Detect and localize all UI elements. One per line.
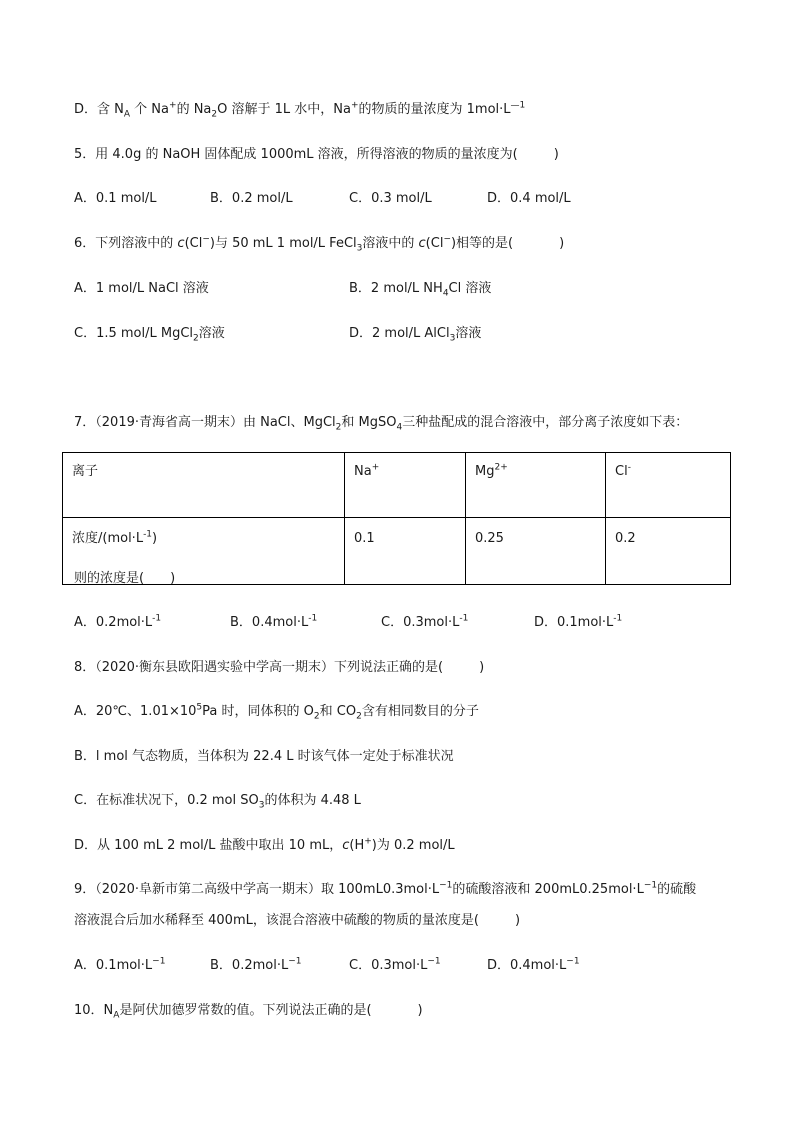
paren-close: ) [514,913,521,928]
q9-stem-line2 [74,912,520,930]
subscript: A [113,1010,120,1021]
text: 的 Na [176,102,212,117]
text: ) [152,531,158,546]
subscript: 2 [335,422,342,433]
superscript: 2+ [494,462,508,473]
superscript: -1 [308,613,318,624]
q8-stem [74,659,484,677]
text: C．1.5 mol/L MgCl [74,326,194,341]
subscript: 4 [442,288,449,299]
q5-option-b[interactable]: B．0.2 mol/L [210,191,293,206]
text: B．0.4mol·L [230,615,309,630]
superscript: -1 [459,613,469,624]
text: Cl 溶液 [448,281,492,296]
table-header-cell [345,453,466,518]
text: )为 0.2 mol/L [371,838,455,853]
subscript: 2 [211,109,218,120]
text: 溶液 [455,326,482,341]
text: C．在标准状况下，0.2 mol SO [74,793,259,808]
text: (Cl [184,236,203,251]
subscript: 3 [356,243,363,254]
text: D．2 mol/L AlCl [349,326,450,341]
q10-stem [74,1002,423,1020]
superscript: -1 [613,613,623,624]
q6-option-a[interactable]: A．1 mol/L NaCl 溶液 [74,281,209,296]
superscript: + [364,836,372,847]
table-header-cell: 离子 [63,453,345,518]
text: c [342,838,350,853]
q8-option-b[interactable]: B．l mol 气态物质，当体积为 22.4 L 时该气体一定处于标准状况 [74,749,454,764]
text: )与 50 mL 1 mol/L FeCl [209,236,357,251]
text: B．2 mol/L NH [349,281,443,296]
q7-option-c[interactable] [381,614,468,632]
text: O 溶解于 1L 水中，Na [217,102,351,117]
q7-option-a[interactable] [74,614,161,632]
text: (H [349,838,365,853]
q9-option-d[interactable] [487,957,580,975]
superscript: − [202,234,210,245]
q8-option-c[interactable] [74,792,361,810]
text: 个 Na [130,102,170,117]
text: D．0.4mol·L [487,958,567,973]
superscript: −1 [566,956,580,967]
q9-stem-line1 [74,881,696,899]
table-header-cell [606,453,731,518]
text: A．20℃、1.01×10 [74,704,197,719]
q6-option-b[interactable] [349,280,491,298]
text: (Cl [425,236,444,251]
text: A．0.1mol·L [74,958,153,973]
subscript: A [123,109,131,120]
text: 的体积为 4.48 L [264,793,361,808]
superscript: + [350,100,359,111]
subscript: 3 [258,800,265,811]
q4-option-d [74,101,525,119]
superscript: −1 [643,880,658,891]
superscript: —1 [510,100,526,111]
q8-option-a[interactable] [74,703,479,721]
text: 的硫酸溶液和 200mL0.25mol·L [452,882,644,897]
text: 6．下列溶液中的 [74,236,178,251]
superscript: −1 [427,956,441,967]
text: 则的浓度是( [74,571,145,586]
subscript: 4 [396,422,403,433]
q7-option-b[interactable] [230,614,317,632]
text: D．含 N [74,102,124,117]
text: 是阿伏加德罗常数的值。下列说法正确的是( [119,1003,372,1018]
q7-ask [74,570,175,588]
superscript: -1 [143,529,153,540]
text: Na [354,464,372,479]
text: 9．（2020·阜新市第二高级中学高一期末）取 100mL0.3mol·L [74,882,440,897]
text: 和 MgSO [341,415,397,430]
text: Cl [615,464,628,479]
q9-option-b[interactable] [210,957,301,975]
superscript: 5 [196,702,203,713]
q6-option-c[interactable] [74,325,225,343]
paren-close: ) [170,571,176,586]
text: Pa 时，同体积的 O [202,704,314,719]
text: B．0.2mol·L [210,958,289,973]
text: )相等的是( [450,236,514,251]
superscript: -1 [152,613,162,624]
subscript: 2 [313,711,320,722]
text: 10．N [74,1003,114,1018]
q9-option-a[interactable] [74,957,165,975]
superscript: −1 [439,880,453,891]
table-cell: 0.2 [606,518,731,585]
table-cell: 0.25 [466,518,606,585]
subscript: 3 [449,333,456,344]
question-text: 8．（2020·衡东县欧阳遇实验中学高一期末）下列说法正确的是( [74,660,444,675]
ion-concentration-table [62,452,731,585]
text: A．0.2mol·L [74,615,153,630]
text: 的物质的量浓度为 1mol·L [358,102,511,117]
q5-option-a[interactable]: A．0.1 mol/L [74,191,157,206]
text: C．0.3mol·L [349,958,428,973]
text: 三种盐配成的混合溶液中，部分离子浓度如下表： [402,415,689,430]
question-text: 5．用 4.0g 的 NaOH 固体配成 1000mL 溶液，所得溶液的物质的量浓度为( [74,147,518,162]
text: c [177,236,185,251]
text: 7．（2019·青海省高一期末）由 NaCl、MgCl [74,415,336,430]
text: 含有相同数目的分子 [361,704,479,719]
q6-option-d[interactable] [349,325,481,343]
subscript: 2 [193,333,199,344]
text: D．从 100 mL 2 mol/L 盐酸中取出 10 mL， [74,838,343,853]
table-header-cell [466,453,606,518]
text: Mg [475,464,495,479]
paren-close: ) [479,660,485,675]
table-cell: 0.1 [345,518,466,585]
q5-option-d[interactable]: D．0.4 mol/L [487,191,571,206]
text: C．0.3mol·L [381,615,460,630]
superscript: −1 [288,956,302,967]
q8-option-d[interactable] [74,837,455,855]
text: 溶液中的 [362,236,419,251]
text: D．0.1mol·L [534,615,614,630]
superscript: −1 [152,956,166,967]
q7-stem [74,414,688,432]
q6-stem [74,235,564,253]
paren-close: ) [553,147,559,162]
text: 的硫酸 [657,882,697,897]
subscript: 2 [356,711,362,722]
q5-option-c[interactable]: C．0.3 mol/L [349,191,432,206]
q5-stem [74,146,559,164]
paren-close: ) [559,236,565,251]
superscript: − [443,234,451,245]
q9-option-c[interactable] [349,957,441,975]
text: 浓度/(mol·L [72,531,144,546]
text: 溶液 [198,326,225,341]
superscript: + [169,100,177,111]
paren-close: ) [417,1003,423,1018]
superscript: - [627,462,631,473]
superscript: + [371,462,380,473]
text: 和 CO [319,704,357,719]
table-row [63,453,731,518]
text: 溶液混合后加水稀释至 400mL，该混合溶液中硫酸的物质的量浓度是( [74,913,479,928]
q7-option-d[interactable] [534,614,622,632]
text: c [418,236,426,251]
